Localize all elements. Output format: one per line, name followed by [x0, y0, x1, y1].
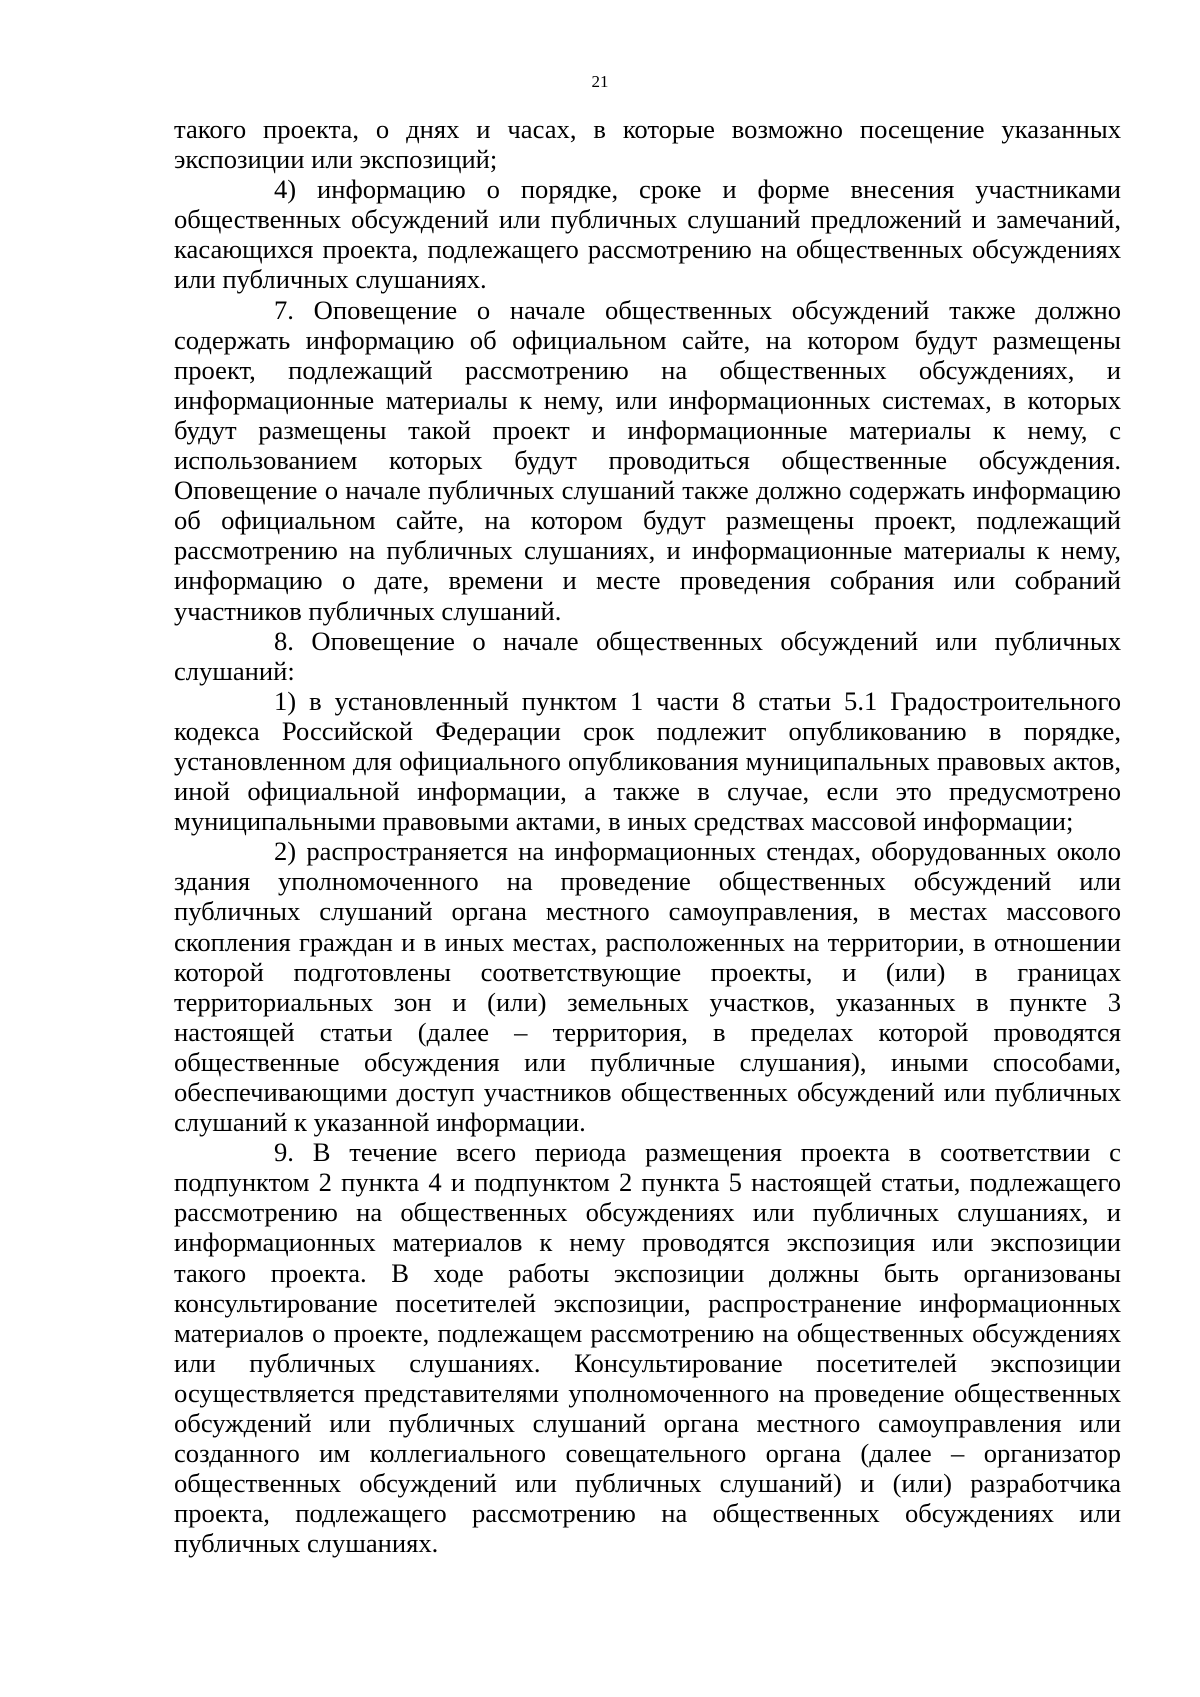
paragraph-item-2: 2) распространяется на информационных стендах, оборудованных около здания уполномоченного на проведение общественных обсуждений или публичных слушаний органа местного самоуправления, в местах массового скопления граждан и в иных местах, расположенных на территории, в отношении которой подготовлены соответствующие проекты, и (или) в границах территориальных зон и (или) земельных участков, указанных в пункте 3 настоящей статьи (далее – территория, в пределах которой проводятся общественные обсуждения или публичные слушания), иными способами, обеспечивающими доступ участников общественных обсуждений или публичных слушаний к указанной информации. [174, 836, 1121, 1138]
page-number: 21 [591, 72, 609, 91]
paragraph-continuation: такого проекта, о днях и часах, в которые возможно посещение указанных экспозиции или экспозиций; [174, 114, 1121, 175]
paragraph-item-4: 4) информацию о порядке, сроке и форме внесения участниками общественных обсуждений или публичных слушаний предложений и замечаний, касающихся проекта, подлежащего рассмотрению на общественных обсуждениях или публичных слушаниях. [174, 174, 1121, 295]
paragraph-item-1: 1) в установленный пунктом 1 части 8 статьи 5.1 Градостроительного кодекса Российской Федерации срок подлежит опубликованию в порядке, установленном для официального опубликования муниципальных правовых актов, иной официальной информации, а также в случае, если это предусмотрено муниципальными правовыми актами, в иных средствах массовой информации; [174, 685, 1121, 837]
paragraph-section-8: 8. Оповещение о начале общественных обсуждений или публичных слушаний: [174, 625, 1121, 686]
paragraph-section-9: 9. В течение всего периода размещения проекта в соответствии с подпунктом 2 пункта 4 и подпунктом 2 пункта 5 настоящей статьи, подлежащего рассмотрению на общественных обсуждениях или публичных слушаниях, и информационных материалов к нему проводятся экспозиция или экспозиции такого проекта. В ходе работы экспозиции должны быть организованы консультирование посетителей экспозиции, распространение информационных материалов о проекте, подлежащем рассмотрению на общественных обсуждениях или публичных слушаниях. Консультирование посетителей экспозиции осуществляется представителями уполномоченного на проведение общественных обсуждений или публичных слушаний органа местного самоуправления или созданного им коллегиального совещательного органа (далее – организатор общественных обсуждений или публичных слушаний) и (или) разработчика проекта, подлежащего рассмотрению на общественных обсуждениях или публичных слушаниях. [174, 1137, 1121, 1559]
paragraph-section-7: 7. Оповещение о начале общественных обсуждений также должно содержать информацию об официальном сайте, на котором будут размещены проект, подлежащий рассмотрению на общественных обсуждениях, и информационные материалы к нему, или информационных системах, в которых будут размещены такой проект и информационные материалы к нему, с использованием которых будут проводиться общественные обсуждения. Оповещение о начале публичных слушаний также должно содержать информацию об официальном сайте, на котором будут размещены проект, подлежащий рассмотрению на публичных слушаниях, и информационные материалы к нему, информацию о дате, времени и месте проведения собрания или собраний участников публичных слушаний. [174, 294, 1121, 626]
document-body [174, 114, 1121, 1559]
